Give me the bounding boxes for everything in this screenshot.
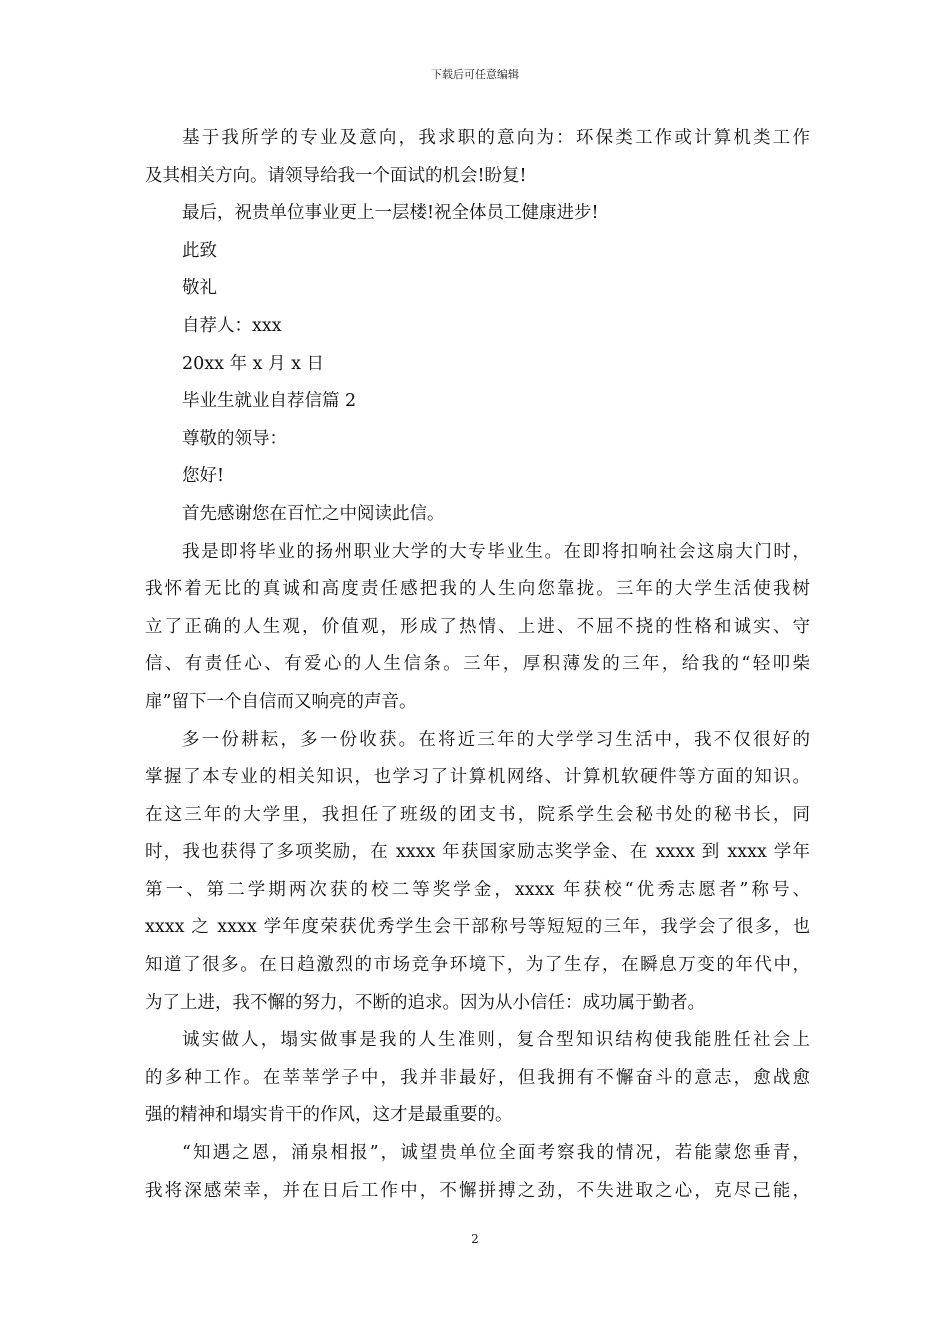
text-line: 的多种工作。在莘莘学子中，我并非最好，但我拥有不懈奋斗的意志，愈战愈 [145, 1067, 810, 1088]
text-line: 扉”留下一个自信而又响亮的声音。 [145, 691, 417, 712]
text-line: 诚实做人，塌实做事是我的人生准则，复合型知识结构使我能胜任社会上 [182, 1030, 810, 1051]
document-body [145, 120, 810, 1210]
text-line: 信、有责任心、有爱心的人生信条。三年，厚积薄发的三年，给我的“轻叩柴 [145, 654, 810, 675]
text-line: 第一、第二学期两次获的校二等奖学金，xxxx 年获校“优秀志愿者”称号、 [145, 879, 810, 900]
text-line: 敬礼 [182, 278, 217, 299]
text-line: 多一份耕耘，多一份收获。在将近三年的大学学习生活中，我不仅很好的 [182, 729, 810, 750]
text-line: 在这三年的大学里，我担任了班级的团支书，院系学生会秘书处的秘书长，同 [145, 804, 810, 825]
section-title: 毕业生就业自荐信篇 2 [182, 391, 357, 412]
text-line: 基于我所学的专业及意向，我求职的意向为：环保类工作或计算机类工作 [182, 128, 810, 148]
text-line: 最后，祝贵单位事业更上一层楼!祝全体员工健康进步! [182, 203, 599, 224]
text-line: 及其相关方向。请领导给我一个面试的机会!盼复! [145, 165, 527, 186]
page-number: 2 [471, 1232, 479, 1246]
text-line: 此致 [182, 240, 217, 261]
page-header: 下载后可任意编辑 [431, 68, 519, 81]
text-line: 掌握了本专业的相关知识，也学习了计算机网络、计算机软硬件等方面的知识。 [145, 767, 810, 788]
text-line: 时，我也获得了多项奖励，在 xxxx 年获国家励志奖学金、在 xxxx 到 xxxx 学年 [145, 842, 810, 863]
text-line: “知遇之恩，涌泉相报”，诚望贵单位全面考察我的情况，若能蒙您垂青， [182, 1143, 810, 1164]
text-line: 自荐人：xxx [182, 315, 282, 336]
text-line: 立了正确的人生观，价值观，形成了热情、上进、不屈不挠的性格和诚实、守 [145, 616, 810, 637]
text-line: 您好! [182, 466, 225, 487]
text-line: 首先感谢您在百忙之中阅读此信。 [182, 503, 445, 524]
text-line: 我是即将毕业的扬州职业大学的大专毕业生。在即将扣响社会这扇大门时， [182, 541, 810, 562]
text-line: 尊敬的领导： [182, 428, 287, 449]
text-line: 为了上进，我不懈的努力，不断的追求。因为从小信任：成功属于勤者。 [145, 992, 705, 1013]
text-line: 我将深感荣幸，并在日后工作中，不懈拼搏之劲，不失进取之心，克尽己能， [145, 1180, 810, 1201]
text-line: 20xx 年 x 月 x 日 [182, 353, 325, 374]
text-line: 强的精神和塌实肯干的作风，这才是最重要的。 [145, 1105, 513, 1126]
text-line: 我怀着无比的真诚和高度责任感把我的人生向您靠拢。三年的大学生活使我树 [145, 579, 810, 600]
text-line: xxxx 之 xxxx 学年度荣获优秀学生会干部称号等短短的三年，我学会了很多，也 [145, 917, 810, 938]
text-line: 知道了很多。在日趋激烈的市场竞争环境下，为了生存，在瞬息万变的年代中， [145, 955, 810, 976]
